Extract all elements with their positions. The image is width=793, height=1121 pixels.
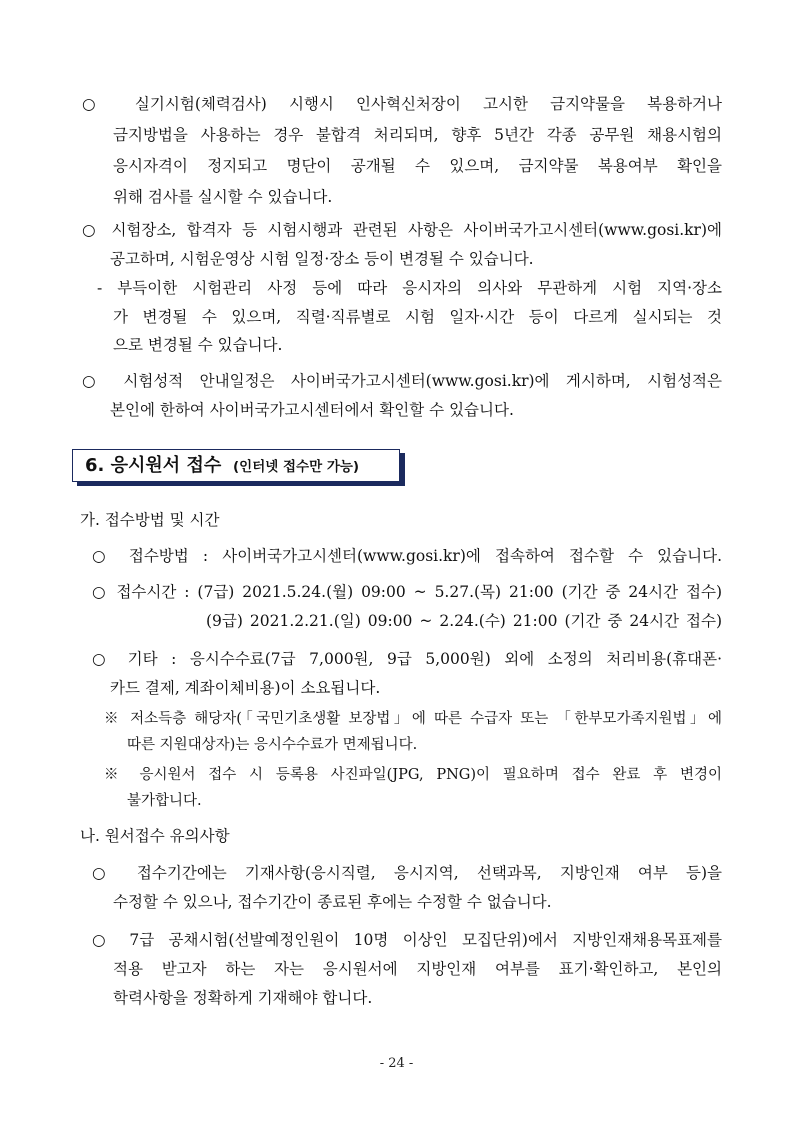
text-line: 응시자격이 정지되고 명단이 공개될 수 있으며, 금지약물 복용여부 확인을 (113, 157, 722, 175)
subsection-heading: 가. 접수방법 및 시간 (80, 511, 220, 529)
text-line: ○ 실기시험(체력검사) 시행시 인사혁신처장이 고시한 금지약물을 복용하거나 (82, 95, 722, 113)
text-line: 학력사항을 정확하게 기재해야 합니다. (113, 989, 373, 1007)
text-line: 본인에 한하여 사이버국가고시센터에서 확인할 수 있습니다. (110, 401, 514, 419)
text-line: ○ 시험성적 안내일정은 사이버국가고시센터(www.gosi.kr)에 게시하며, 시험성적은 (82, 372, 722, 390)
text-line: 카드 결제, 계좌이체비용)이 소요됩니다. (110, 679, 381, 697)
text-line: 불가합니다. (127, 793, 202, 809)
application-time-grade9: (9급) 2021.2.21.(일) 09:00 ~ 2.24.(수) 21:00 (기간 중 24시간 접수) (206, 612, 722, 630)
application-time-grade7: ○ 접수시간 : (7급) 2021.5.24.(월) 09:00 ~ 5.27.(목) 21:00 (기간 중 24시간 접수) (92, 583, 722, 601)
text-line: ※ 응시원서 접수 시 등록용 사진파일(JPG, PNG)이 필요하며 접수 완료 후 변경이 (104, 767, 722, 783)
text-line: 적용 받고자 하는 자는 응시원서에 지방인재 여부를 표기·확인하고, 본인의 (113, 960, 722, 978)
text-line: 수정할 수 있으나, 접수기간이 종료된 후에는 수정할 수 없습니다. (113, 893, 552, 911)
section-title: 6. 응시원서 접수 (85, 455, 222, 476)
application-method: ○ 접수방법 : 사이버국가고시센터(www.gosi.kr)에 접속하여 접수할 수 있습니다. (92, 547, 722, 565)
subsection-heading: 나. 원서접수 유의사항 (80, 827, 230, 845)
text-line: 따른 지원대상자)는 응시수수료가 면제됩니다. (127, 737, 418, 753)
section-title-box (72, 449, 400, 482)
page-number: - 24 - (379, 1056, 414, 1071)
text-line: ※ 저소득층 해당자(「국민기초생활 보장법」에 따른 수급자 또는 「한부모가족지원법」에 (104, 711, 722, 727)
text-line: 가 변경될 수 있으며, 직렬·직류별로 시험 일자·시간 등이 다르게 실시되는 것 (113, 308, 722, 326)
text-line: 금지방법을 사용하는 경우 불합격 처리되며, 향후 5년간 각종 공무원 채용시험의 (113, 126, 722, 144)
text-line: ○ 7급 공채시험(선발예정인원이 10명 이상인 모집단위)에서 지방인재채용목표제를 (92, 931, 722, 949)
text-line: ○ 접수기간에는 기재사항(응시직렬, 응시지역, 선택과목, 지방인재 여부 등)을 (92, 864, 722, 882)
text-line: ○ 기타 : 응시수수료(7급 7,000원, 9급 5,000원) 외에 소정의 처리비용(휴대폰· (92, 650, 722, 668)
text-line: - 부득이한 시험관리 사정 등에 따라 응시자의 의사와 무관하게 시험 지역·장소 (97, 279, 722, 297)
text-line: ○ 시험장소, 합격자 등 시험시행과 관련된 사항은 사이버국가고시센터(www.gosi.kr)에 (82, 221, 722, 239)
section-subtitle: (인터넷 접수만 가능) (233, 459, 360, 475)
text-line: 공고하며, 시험운영상 시험 일정·장소 등이 변경될 수 있습니다. (110, 250, 534, 268)
text-line: 위해 검사를 실시할 수 있습니다. (113, 188, 333, 206)
text-line: 으로 변경될 수 있습니다. (113, 336, 283, 354)
